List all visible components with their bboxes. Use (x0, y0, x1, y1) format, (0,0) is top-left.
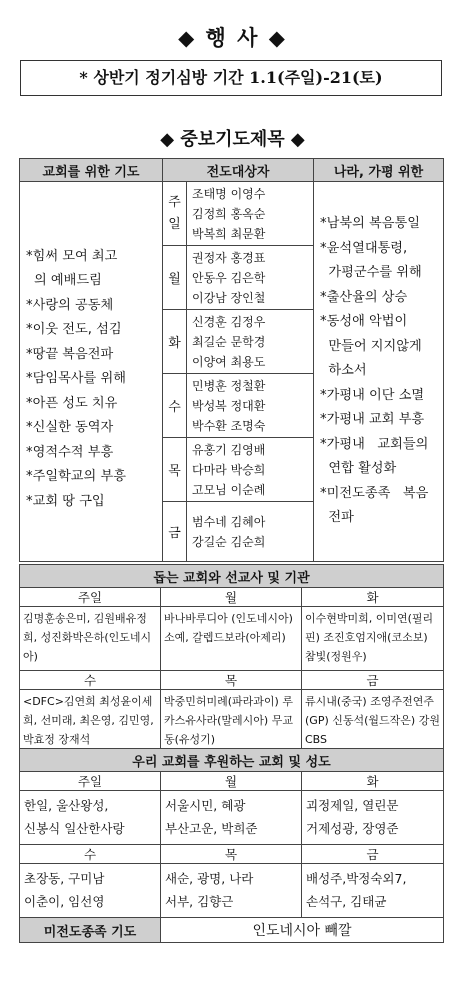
event-item: * 상반기 정기심방 기간 1.1(주일)-21(토) (20, 60, 442, 96)
target-names: 민병훈 정철환 박성복 정대환 박수환 조명숙 (187, 374, 314, 438)
mission-cell: 이수현박미희, 이미연(필리핀) 조진호엄지애(코소보) 참빛(정원우) (302, 607, 444, 671)
supporter-cell: 초장동, 구미남 이춘이, 임선영 (20, 864, 161, 918)
day-label: 월 (161, 772, 302, 791)
supporter-cell: 배성주,박정숙외7, 손석구, 김태균 (302, 864, 444, 918)
list-item: *주일학교의 부흥 (26, 469, 126, 485)
supporter-cell: 괴정제일, 열린문 거제성광, 장영준 (302, 791, 444, 845)
day-label: 주일 (20, 772, 161, 791)
header-targets: 전도대상자 (163, 159, 314, 182)
day-label: 화 (163, 310, 187, 374)
list-item: *교회 땅 구입 (26, 493, 105, 509)
target-names: 조태명 이영수 김정희 홍옥순 박복희 최문환 (187, 182, 314, 246)
prayer-table (19, 158, 444, 562)
list-item: *담임목사를 위해 (26, 371, 126, 387)
day-label: 월 (161, 588, 302, 607)
footer-value: 인도네시아 빼깔 (161, 918, 444, 943)
mission-cell: 류시내(중국) 조영주전연주(GP) 신동석(월드작은) 강원CBS (302, 690, 444, 754)
list-item: *신실한 동역자 (26, 420, 114, 436)
list-item: *이웃 전도, 섬김 (26, 322, 122, 338)
nation-prayer-list: *남북의 복음통일 *윤석열대통령, 가평군수를 위해 *출산율의 상승 *동성애 악법이 만들어 지지않게 하소서 *가평내 이단 소멸 *가평내 교회 부흥 *가평내 교회들의 연합 활성화 *미전도종족 복음 전파 (314, 182, 444, 562)
target-names: 권정자 홍경표 안동우 김은학 이강남 장인철 (187, 246, 314, 310)
day-label: 수 (20, 671, 161, 690)
day-label: 월 (163, 246, 187, 310)
day-label: 화 (302, 772, 444, 791)
day-label: 목 (161, 671, 302, 690)
footer-label: 미전도종족 기도 (20, 918, 161, 943)
header-church: 교회를 위한 기도 (20, 159, 163, 182)
prayer-title: ◆ 중보기도제목 ◆ (160, 129, 305, 150)
list-item: *영적수적 부흥 (26, 444, 114, 460)
list-item: 의 예배드림 (34, 273, 102, 289)
day-label: 주 일 (163, 182, 187, 246)
church-prayer-list (20, 182, 163, 562)
mission-cell: <DFC>김연희 최성윤이세희, 선미래, 최은영, 김민영, 박효정 장재석 (20, 690, 161, 754)
supporters-table (19, 748, 444, 943)
list-item: *땅끝 복음전파 (26, 346, 114, 362)
missions-table (19, 564, 444, 754)
target-names: 범수네 김혜아 강길순 김순희 (187, 502, 314, 562)
supporter-cell: 서울시민, 혜광 부산고운, 박희준 (161, 791, 302, 845)
day-label: 금 (302, 671, 444, 690)
day-label: 주일 (20, 588, 161, 607)
mission-cell: 바나바루디아 (인도네시아) 소예, 갈렙드보라(아제리) (161, 607, 302, 671)
day-label: 목 (163, 438, 187, 502)
supporter-cell: 새순, 광명, 나라 서부, 김향근 (161, 864, 302, 918)
list-item: *아픈 성도 치유 (26, 395, 118, 411)
supporters-title: 우리 교회를 후원하는 교회 및 성도 (20, 749, 444, 772)
day-label: 수 (163, 374, 187, 438)
day-label: 수 (20, 845, 161, 864)
header-nation: 나라, 가평 위한 (314, 159, 444, 182)
missions-title: 돕는 교회와 선교사 및 기관 (20, 565, 444, 588)
day-label: 금 (163, 502, 187, 562)
supporter-cell: 한일, 울산왕성, 신봉식 일산한사랑 (20, 791, 161, 845)
events-title: ◆ 행 사 ◆ (178, 26, 287, 50)
target-names: 유홍기 김영배 다마라 박승희 고모님 이순례 (187, 438, 314, 502)
list-item: *힘써 모여 최고 (26, 248, 118, 264)
target-names: 신경훈 김정우 최길순 문학경 이양여 최용도 (187, 310, 314, 374)
list-item: *사랑의 공동체 (26, 297, 114, 313)
mission-cell: 김명훈송은미, 김원배유정희, 성진화박은하(인도네시아) (20, 607, 161, 671)
day-label: 목 (161, 845, 302, 864)
day-label: 금 (302, 845, 444, 864)
day-label: 화 (302, 588, 444, 607)
mission-cell: 박중민허미례(파라과이) 루카스유사라(말레시아) 무교동(유성기) (161, 690, 302, 754)
